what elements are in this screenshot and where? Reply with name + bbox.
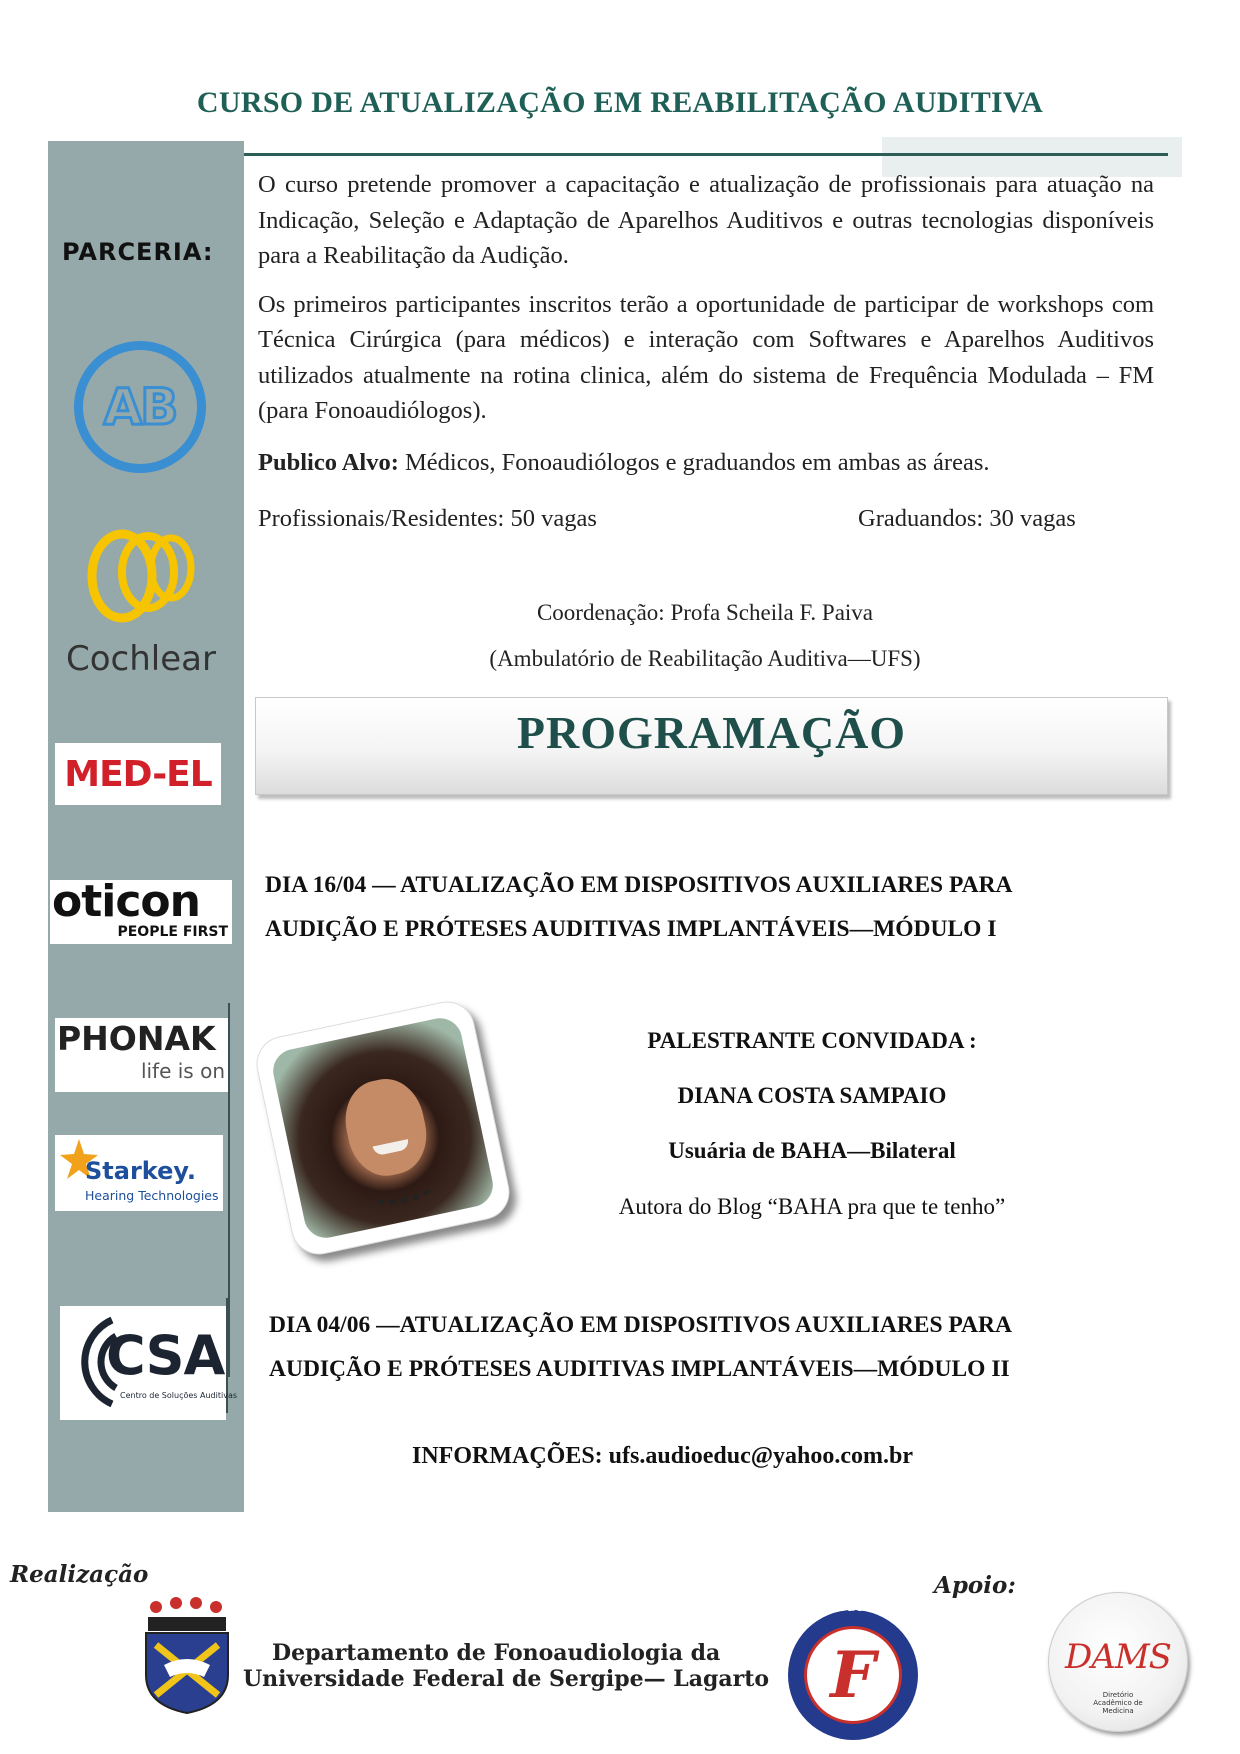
speaker-photo-frame [251,996,514,1259]
oticon-tagline: PEOPLE FIRST [117,924,228,940]
seats-professionals: Profissionais/Residentes: 50 vagas [258,505,597,532]
course-title: CURSO DE ATUALIZAÇÃO EM REABILITAÇÃO AUDITIVA [196,86,1044,119]
cochlear-logo-text: Cochlear [66,639,216,679]
day2-line2: AUDIÇÃO E PRÓTESES AUDITIVAS IMPLANTÁVEIS—MÓDULO II [269,1356,1010,1382]
apoio-label: Apoio: [934,1572,1016,1599]
coordination-unit: (Ambulatório de Reabilitação Auditiva—UFS) [489,646,921,671]
fonoaudiologia-seal-inner [804,1626,902,1724]
phonak-tagline: life is on [140,1059,225,1083]
csa-logo-text: CSA [106,1324,225,1387]
realizacao-label: Realização [10,1561,149,1588]
medel-logo [55,743,221,805]
audience-label: Publico Alvo: [258,448,399,476]
coordination-name: Coordenação: Profa Scheila F. Paiva [536,600,874,625]
audience-text: Médicos, Fonoaudiólogos e graduandos em ambas as áreas. [398,448,990,476]
day2-line1: DIA 04/06 —ATUALIZAÇÃO EM DISPOSITIVOS AUXILIARES PARA [269,1312,1012,1338]
ab-logo-text: AB [103,378,177,436]
department-line2: Universidade Federal de Sergipe— Lagarto [243,1666,770,1692]
starkey-logo-text: Starkey. [85,1157,196,1185]
starkey-tagline: Hearing Technologies [85,1188,219,1203]
day1-line2: AUDIÇÃO E PRÓTESES AUDITIVAS IMPLANTÁVEIS—MÓDULO I [265,916,997,942]
program-heading: PROGRAMAÇÃO [516,707,907,758]
csa-tagline: Centro de Soluções Auditivas [120,1391,238,1400]
cochlear-swirl-icon [86,526,206,626]
partners-sidebar [48,141,244,1512]
speaker-blog: Autora do Blog “BAHA pra que te tenho” [618,1194,1006,1219]
phonak-logo [55,1018,229,1092]
seats-students: Graduandos: 30 vagas [858,505,1076,532]
contact-info [412,1443,913,1470]
speaker-role: Usuária de BAHA—Bilateral [668,1138,956,1163]
target-audience [258,445,1154,481]
day1-line1: DIA 16/04 — ATUALIZAÇÃO EM DISPOSITIVOS AUXILIARES PARA [265,872,1013,898]
intro-section [258,167,1154,480]
starkey-logo [55,1135,223,1211]
dams-seal [1048,1592,1188,1732]
dams-text: DAMS [1065,1637,1171,1677]
day1-title [265,863,1013,951]
ufs-crest-icon [134,1595,240,1715]
fonoaudiologia-seal-text: FONOAUDIOLOGIA [791,1603,915,1614]
department-line1: Departamento de Fonoaudiologia da [272,1640,721,1666]
intro-paragraph-2: Os primeiros participantes inscritos terão a oportunidade de participar de workshops com Técnica Cirúrgica (para médicos) e interação com Softwares e Aparelhos Auditivos utilizados atualmente na rotina clinica, além do sistema de Frequência Modulada – FM (para Fonoaudiólogos). [258,290,1154,424]
speaker-heading: PALESTRANTE CONVIDADA : [647,1028,977,1053]
sidebar-divider [228,1003,230,1377]
contact-email[interactable]: ufs.audioeduc@yahoo.com.br [602,1443,914,1469]
medel-logo-text: MED-EL [64,753,212,795]
dams-caption: Diretório Acadêmico de Medicina [1093,1691,1143,1715]
day2-title [269,1303,1012,1391]
phonak-logo-text: PHONAK [57,1019,216,1058]
csa-logo [60,1306,238,1420]
oticon-logo-text: oticon [52,876,200,927]
header-rule [228,153,1168,156]
program-heading-box [255,697,1168,795]
speaker-photo-face [338,1072,434,1182]
oticon-logo [50,876,232,944]
fonoaudiologia-seal-letter: F [830,1637,876,1713]
intro-paragraph-1: O curso pretende promover a capacitação e atualização de profissionais para atuação na Indicação, Seleção e Adaptação de Aparelhos Auditivos e outras tecnologias disponíveis para a Reabilitação da Audição. [258,171,1154,269]
speaker-name: DIANA COSTA SAMPAIO [677,1083,947,1108]
ab-logo [74,341,206,473]
fonoaudiologia-seal [788,1610,918,1740]
partners-label: PARCERIA: [62,238,214,266]
contact-label: INFORMAÇÕES: [412,1443,603,1469]
speaker-photo [269,1014,497,1242]
speaker-photo-necklace [369,1173,437,1210]
